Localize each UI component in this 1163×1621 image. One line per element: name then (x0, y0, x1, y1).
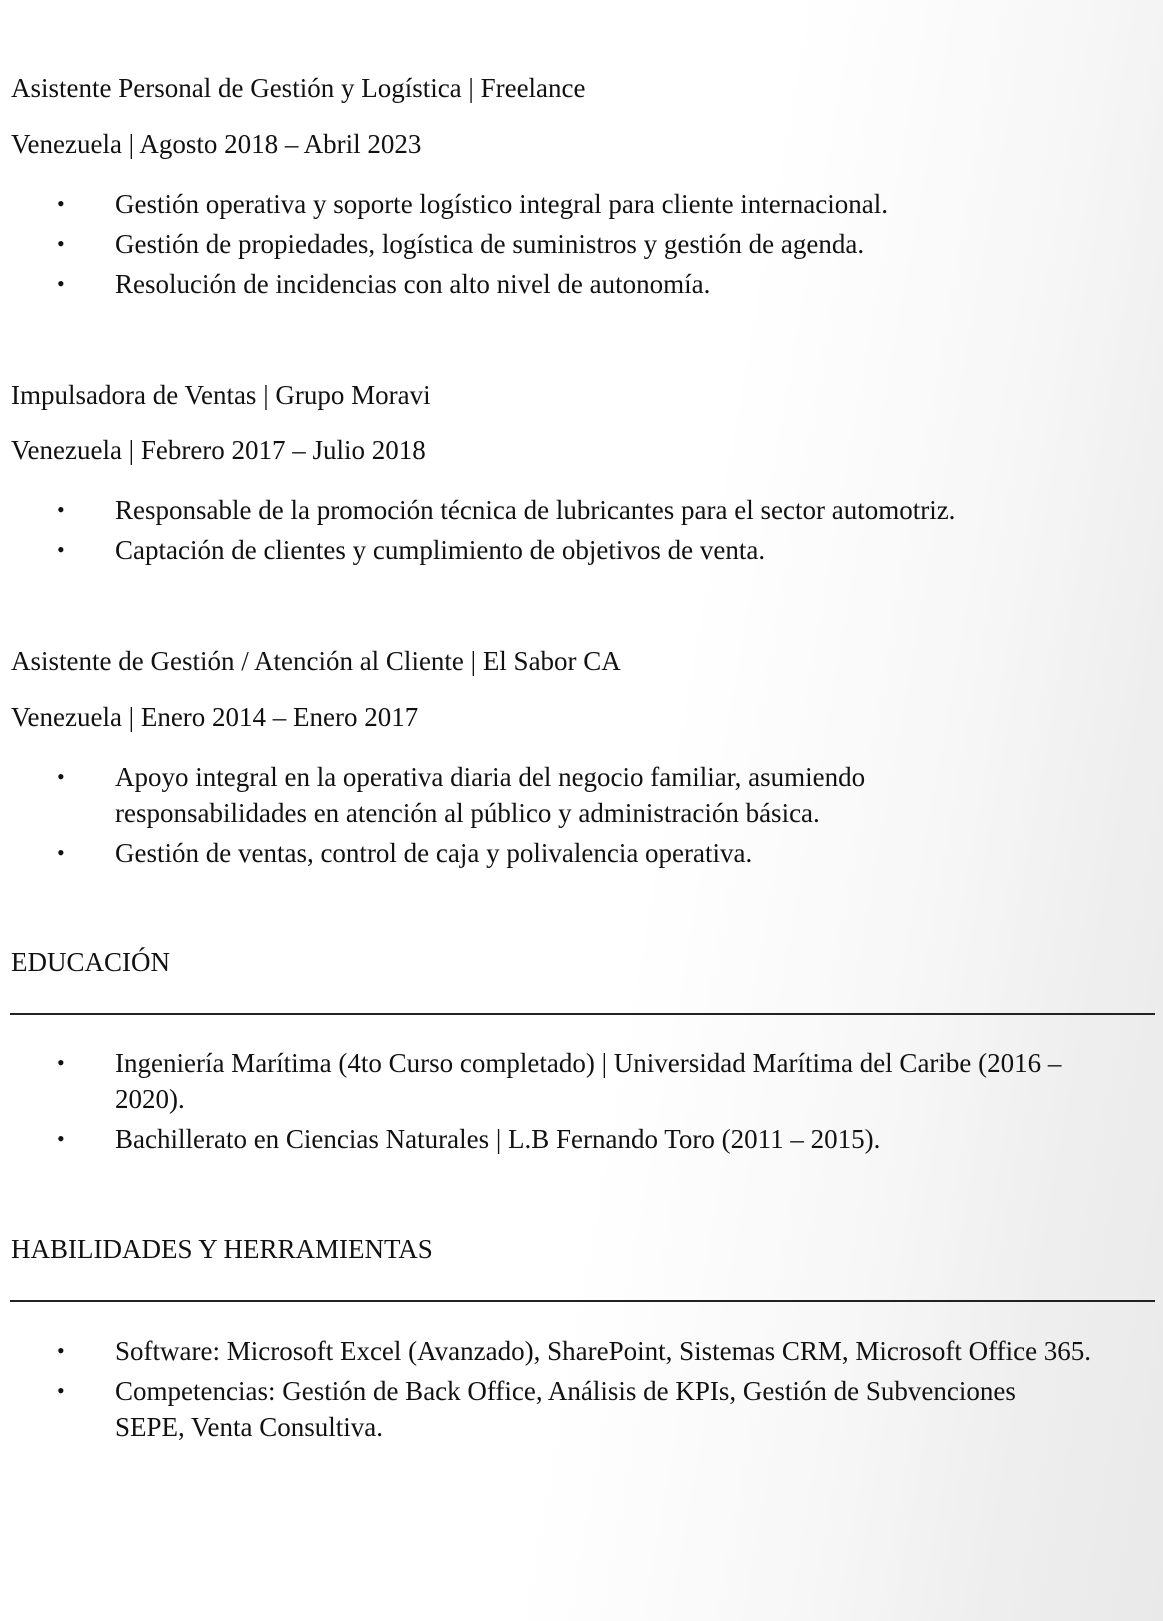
bullet-icon: • (57, 1338, 65, 1363)
bullet-icon: • (57, 1126, 65, 1151)
bullet-icon: • (57, 191, 65, 216)
job-title: Asistente Personal de Gestión y Logística | Freelance (11, 73, 586, 103)
list-item: • Apoyo integral en la operativa diaria del negocio familiar, asumiendo responsabilidades en atención al público y administración básica. (0, 759, 1163, 831)
bullet-icon: • (57, 1378, 65, 1403)
list-item: • Responsable de la promoción técnica de lubricantes para el sector automotriz. (0, 492, 1163, 528)
section-divider (10, 1300, 1155, 1302)
section-heading-education: EDUCACIÓN (11, 947, 170, 977)
section-divider (10, 1013, 1155, 1015)
list-item: • Competencias: Gestión de Back Office, Análisis de KPIs, Gestión de Subvenciones SEPE, Venta Consultiva. (0, 1373, 1163, 1445)
job-bullets (0, 759, 1163, 875)
job-title: Asistente de Gestión / Atención al Cliente | El Sabor CA (11, 646, 621, 676)
list-item: • Resolución de incidencias con alto nivel de autonomía. (0, 266, 1163, 302)
list-item: • Captación de clientes y cumplimiento de objetivos de venta. (0, 532, 1163, 568)
section-heading-skills: HABILIDADES Y HERRAMIENTAS (11, 1234, 433, 1264)
job-meta: Venezuela | Febrero 2017 – Julio 2018 (11, 435, 426, 465)
job-title: Impulsadora de Ventas | Grupo Moravi (11, 380, 431, 410)
list-item: • Gestión de propiedades, logística de suministros y gestión de agenda. (0, 226, 1163, 262)
list-item: • Ingeniería Marítima (4to Curso completado) | Universidad Marítima del Caribe (2016 – 2020). (0, 1045, 1163, 1117)
bullet-icon: • (57, 764, 65, 789)
bullet-icon: • (57, 231, 65, 256)
job-meta: Venezuela | Enero 2014 – Enero 2017 (11, 702, 419, 732)
job-bullets (0, 186, 1163, 306)
skills-bullets (0, 1333, 1163, 1449)
bullet-icon: • (57, 537, 65, 562)
job-bullets (0, 492, 1163, 572)
list-item: • Software: Microsoft Excel (Avanzado), SharePoint, Sistemas CRM, Microsoft Office 365. (0, 1333, 1163, 1369)
bullet-icon: • (57, 840, 65, 865)
bullet-icon: • (57, 271, 65, 296)
bullet-icon: • (57, 497, 65, 522)
bullet-icon: • (57, 1050, 65, 1075)
list-item: • Gestión operativa y soporte logístico integral para cliente internacional. (0, 186, 1163, 222)
job-meta: Venezuela | Agosto 2018 – Abril 2023 (11, 129, 422, 159)
list-item: • Bachillerato en Ciencias Naturales | L.B Fernando Toro (2011 – 2015). (0, 1121, 1163, 1157)
list-item: • Gestión de ventas, control de caja y polivalencia operativa. (0, 835, 1163, 871)
education-bullets (0, 1045, 1163, 1161)
